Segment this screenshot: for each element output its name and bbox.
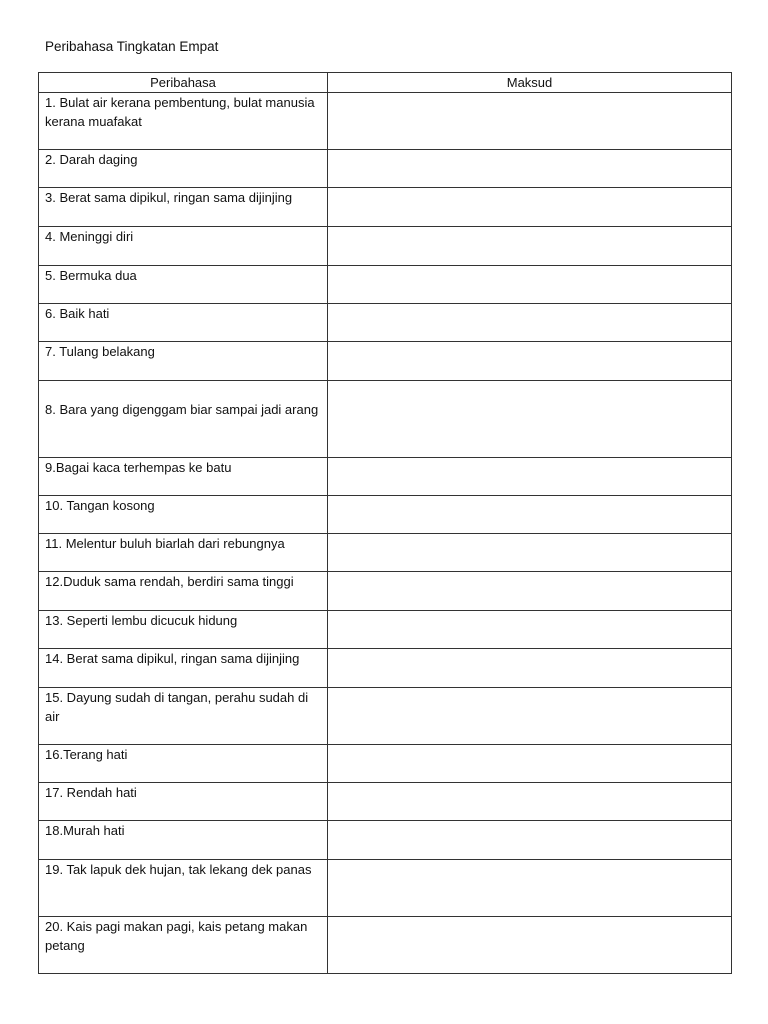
peribahasa-cell [39, 342, 328, 381]
table-row [39, 458, 732, 496]
table-row [39, 188, 732, 227]
table-row [39, 611, 732, 649]
maksud-cell[interactable] [328, 745, 732, 783]
table-row [39, 342, 732, 381]
peribahasa-text: 10. Tangan kosong [45, 498, 155, 513]
peribahasa-text: 6. Baik hati [45, 306, 110, 321]
table-row [39, 745, 732, 783]
peribahasa-cell [39, 783, 328, 821]
peribahasa-cell [39, 266, 328, 304]
peribahasa-cell [39, 93, 328, 150]
peribahasa-text: 2. Darah daging [45, 152, 138, 167]
peribahasa-text: 19. Tak lapuk dek hujan, tak lekang dek panas [45, 862, 312, 877]
table-row [39, 266, 732, 304]
peribahasa-text: 12.Duduk sama rendah, berdiri sama tinggi [45, 574, 294, 589]
table-row [39, 649, 732, 688]
maksud-cell[interactable] [328, 458, 732, 496]
peribahasa-cell [39, 917, 328, 974]
peribahasa-cell [39, 150, 328, 188]
peribahasa-text: 8. Bara yang digenggam biar sampai jadi arang [45, 402, 319, 417]
peribahasa-cell [39, 188, 328, 227]
peribahasa-table [38, 72, 732, 974]
maksud-cell[interactable] [328, 227, 732, 266]
peribahasa-text: 11. Melentur buluh biarlah dari rebungnya [45, 536, 285, 551]
maksud-cell[interactable] [328, 304, 732, 342]
peribahasa-text: 14. Berat sama dipikul, ringan sama dijinjing [45, 651, 300, 666]
maksud-cell[interactable] [328, 860, 732, 917]
maksud-cell[interactable] [328, 150, 732, 188]
peribahasa-text: 20. Kais pagi makan pagi, kais petang makan petang [45, 919, 308, 953]
maksud-cell[interactable] [328, 381, 732, 458]
table-row [39, 150, 732, 188]
maksud-cell[interactable] [328, 266, 732, 304]
table-row [39, 821, 732, 860]
table-row [39, 783, 732, 821]
peribahasa-cell [39, 745, 328, 783]
maksud-cell[interactable] [328, 917, 732, 974]
maksud-cell[interactable] [328, 649, 732, 688]
peribahasa-text: 17. Rendah hati [45, 785, 137, 800]
peribahasa-text: 9.Bagai kaca terhempas ke batu [45, 460, 232, 475]
peribahasa-cell [39, 688, 328, 745]
peribahasa-cell [39, 572, 328, 611]
column-header-peribahasa: Peribahasa [39, 73, 328, 93]
maksud-cell[interactable] [328, 188, 732, 227]
maksud-cell[interactable] [328, 572, 732, 611]
table-row [39, 917, 732, 974]
peribahasa-cell [39, 304, 328, 342]
table-row [39, 227, 732, 266]
peribahasa-text: 4. Meninggi diri [45, 229, 134, 244]
peribahasa-cell [39, 860, 328, 917]
table-row [39, 572, 732, 611]
peribahasa-cell [39, 496, 328, 534]
peribahasa-text: 16.Terang hati [45, 747, 128, 762]
maksud-cell[interactable] [328, 821, 732, 860]
maksud-cell[interactable] [328, 93, 732, 150]
table-row [39, 381, 732, 458]
peribahasa-cell [39, 458, 328, 496]
maksud-cell[interactable] [328, 688, 732, 745]
peribahasa-cell [39, 534, 328, 572]
peribahasa-cell [39, 611, 328, 649]
peribahasa-cell [39, 381, 328, 458]
table-row [39, 534, 732, 572]
maksud-cell[interactable] [328, 534, 732, 572]
peribahasa-text: 5. Bermuka dua [45, 268, 137, 283]
maksud-cell[interactable] [328, 342, 732, 381]
peribahasa-text: 7. Tulang belakang [45, 344, 155, 359]
maksud-cell[interactable] [328, 496, 732, 534]
peribahasa-text: 3. Berat sama dipikul, ringan sama dijinjing [45, 190, 293, 205]
peribahasa-text: 13. Seperti lembu dicucuk hidung [45, 613, 238, 628]
table-row [39, 496, 732, 534]
table-row [39, 93, 732, 150]
table-header-row [39, 73, 732, 93]
peribahasa-text: 1. Bulat air kerana pembentung, bulat manusia kerana muafakat [45, 95, 315, 129]
peribahasa-cell [39, 227, 328, 266]
peribahasa-text: 15. Dayung sudah di tangan, perahu sudah di air [45, 690, 309, 724]
maksud-cell[interactable] [328, 611, 732, 649]
document-title: Peribahasa Tingkatan Empat [45, 39, 219, 54]
column-header-maksud: Maksud [328, 73, 732, 93]
peribahasa-text: 18.Murah hati [45, 823, 125, 838]
peribahasa-cell [39, 821, 328, 860]
peribahasa-cell [39, 649, 328, 688]
table-row [39, 860, 732, 917]
table-row [39, 304, 732, 342]
maksud-cell[interactable] [328, 783, 732, 821]
table-row [39, 688, 732, 745]
